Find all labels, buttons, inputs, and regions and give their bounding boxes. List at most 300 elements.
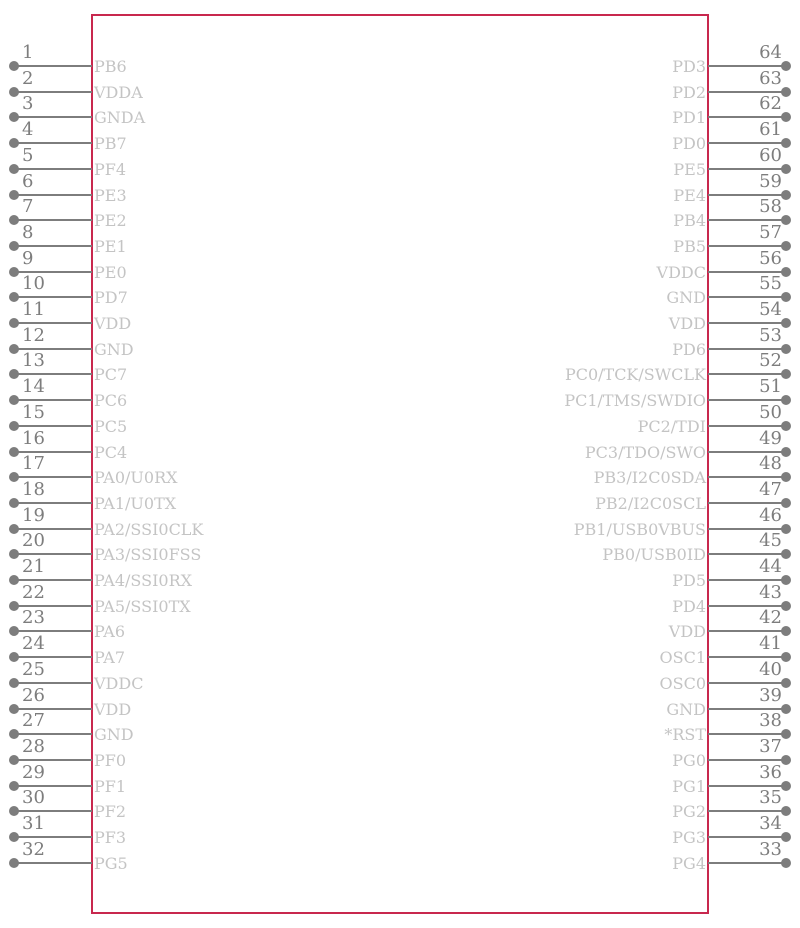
pin-end-dot <box>9 87 19 97</box>
pin-end-dot <box>781 267 791 277</box>
pin-end-dot <box>781 61 791 71</box>
pin-number: 24 <box>22 633 45 655</box>
left-pin-27 <box>0 710 400 745</box>
pin-end-dot <box>781 652 791 662</box>
pin-end-dot <box>9 678 19 688</box>
pin-end-dot <box>781 729 791 739</box>
pin-lead-line <box>708 399 786 401</box>
left-pin-7 <box>0 196 400 231</box>
left-pin-24 <box>0 633 400 668</box>
pin-label: PC1/TMS/SWDIO <box>564 391 706 411</box>
pin-number: 17 <box>22 453 45 475</box>
pin-number: 14 <box>22 376 45 398</box>
pin-end-dot <box>781 858 791 868</box>
pin-end-dot <box>781 318 791 328</box>
right-pin-41 <box>400 633 800 668</box>
pin-label: OSC0 <box>659 673 706 693</box>
pin-number: 63 <box>759 67 782 89</box>
pin-number: 26 <box>22 684 45 706</box>
right-pin-35 <box>400 787 800 822</box>
pin-number: 64 <box>759 42 782 63</box>
pin-lead-line <box>708 553 786 555</box>
right-pin-46 <box>400 504 800 539</box>
right-pin-59 <box>400 170 800 205</box>
pin-lead-line <box>14 194 92 196</box>
pin-end-dot <box>9 344 19 354</box>
pin-lead-line <box>708 194 786 196</box>
pin-end-dot <box>781 369 791 379</box>
right-pin-36 <box>400 761 800 796</box>
pin-end-dot <box>9 652 19 662</box>
left-pin-31 <box>0 813 400 847</box>
pin-number: 36 <box>759 761 782 783</box>
left-pin-12 <box>0 324 400 359</box>
pin-lead-line <box>708 682 786 684</box>
right-pin-34 <box>400 813 800 847</box>
pin-lead-line <box>14 759 92 761</box>
pin-lead-line <box>14 733 92 735</box>
pin-lead-line <box>14 862 92 864</box>
right-pin-52 <box>400 350 800 385</box>
left-pin-1 <box>0 42 400 76</box>
pin-number: 28 <box>22 735 45 757</box>
pin-label: PA1/U0TX <box>94 493 177 513</box>
pin-end-dot <box>9 190 19 200</box>
pin-end-dot <box>781 524 791 534</box>
pin-end-dot <box>9 395 19 405</box>
pin-label: PD3 <box>672 57 706 76</box>
pin-number: 42 <box>759 607 782 629</box>
pin-number: 47 <box>759 478 782 500</box>
pin-number: 27 <box>22 710 45 732</box>
pin-number: 44 <box>759 556 782 577</box>
pin-lead-line <box>14 708 92 710</box>
pin-lead-line <box>708 168 786 170</box>
pin-label: VDDC <box>94 673 144 693</box>
pin-end-dot <box>781 704 791 714</box>
pin-label: PA7 <box>94 648 126 668</box>
pin-lead-line <box>708 708 786 710</box>
pin-end-dot <box>9 729 19 739</box>
right-pin-39 <box>400 684 800 719</box>
pin-label: PC4 <box>94 442 128 462</box>
left-pin-19 <box>0 504 400 539</box>
right-pin-53 <box>400 324 800 359</box>
pin-end-dot <box>9 858 19 868</box>
pin-label: PD6 <box>672 339 706 359</box>
left-pin-6 <box>0 170 400 205</box>
pin-number: 1 <box>22 42 34 63</box>
pin-label: PD2 <box>672 82 706 102</box>
pin-number: 25 <box>22 658 45 680</box>
right-pin-58 <box>400 196 800 231</box>
pin-label: VDD <box>668 314 706 333</box>
pin-label: PG5 <box>94 853 128 873</box>
left-pin-14 <box>0 376 400 411</box>
pin-lead-line <box>14 451 92 453</box>
pin-label: PB0/USB0ID <box>602 545 706 565</box>
pin-number: 48 <box>759 453 782 475</box>
right-pin-48 <box>400 453 800 488</box>
pin-label: VDD <box>94 314 132 333</box>
right-pin-38 <box>400 710 800 745</box>
pin-lead-line <box>708 373 786 375</box>
pin-number: 33 <box>759 838 782 860</box>
pin-end-dot <box>781 421 791 431</box>
pin-lead-line <box>708 451 786 453</box>
pin-label: PF3 <box>94 828 127 847</box>
pin-number: 29 <box>22 761 45 783</box>
pin-number: 23 <box>22 607 45 629</box>
pin-number: 34 <box>759 813 782 834</box>
pin-lead-line <box>708 271 786 273</box>
pin-lead-line <box>708 528 786 530</box>
pin-label: PC2/TDI <box>637 416 706 436</box>
pin-label: PA6 <box>94 622 126 642</box>
pin-number: 56 <box>759 247 782 269</box>
pin-end-dot <box>781 549 791 559</box>
pin-end-dot <box>781 112 791 122</box>
left-pin-22 <box>0 581 400 616</box>
pin-lead-line <box>708 245 786 247</box>
pin-lead-line <box>14 399 92 401</box>
pin-label: PF4 <box>94 159 127 179</box>
pin-lead-line <box>14 528 92 530</box>
pin-number: 18 <box>22 478 45 500</box>
pin-lead-line <box>14 579 92 581</box>
pin-lead-line <box>14 296 92 298</box>
pin-end-dot <box>781 832 791 842</box>
pin-lead-line <box>14 245 92 247</box>
pin-label: PG1 <box>672 776 706 796</box>
pin-label: PG0 <box>672 750 706 770</box>
left-pin-20 <box>0 530 400 565</box>
pin-label: VDD <box>94 699 132 719</box>
pin-lead-line <box>708 502 786 504</box>
pin-label: PB4 <box>673 211 706 231</box>
pin-end-dot <box>781 241 791 251</box>
pin-label: OSC1 <box>659 648 706 668</box>
pin-lead-line <box>14 810 92 812</box>
pin-end-dot <box>781 138 791 148</box>
pin-end-dot <box>9 781 19 791</box>
pin-end-dot <box>781 215 791 225</box>
pin-lead-line <box>14 476 92 478</box>
pin-label: PC6 <box>94 391 128 411</box>
pin-end-dot <box>781 87 791 97</box>
right-pin-64 <box>400 42 800 76</box>
pin-label: PA5/SSI0TX <box>94 596 191 616</box>
pin-lead-line <box>708 296 786 298</box>
pin-lead-line <box>14 142 92 144</box>
pin-number: 13 <box>22 350 45 372</box>
pin-lead-line <box>14 65 92 67</box>
pin-number: 49 <box>759 427 782 449</box>
pin-label: GND <box>666 288 706 308</box>
pin-end-dot <box>781 575 791 585</box>
pin-lead-line <box>14 553 92 555</box>
pin-end-dot <box>781 755 791 765</box>
pin-end-dot <box>9 601 19 611</box>
left-pin-21 <box>0 556 400 590</box>
pin-label: PA3/SSI0FSS <box>94 545 202 565</box>
pin-end-dot <box>781 447 791 457</box>
pin-end-dot <box>9 549 19 559</box>
pin-number: 62 <box>759 93 782 115</box>
right-pin-56 <box>400 247 800 282</box>
left-pin-4 <box>0 119 400 154</box>
right-pin-54 <box>400 299 800 333</box>
right-pin-61 <box>400 119 800 154</box>
pin-label: PD7 <box>94 288 128 308</box>
pin-label: PC7 <box>94 365 128 385</box>
pin-lead-line <box>708 425 786 427</box>
pin-end-dot <box>9 498 19 508</box>
pin-number: 9 <box>22 247 34 269</box>
pin-number: 30 <box>22 787 45 809</box>
pin-lead-line <box>708 322 786 324</box>
left-pin-3 <box>0 93 400 128</box>
pin-number: 2 <box>22 67 34 89</box>
pin-label: PC5 <box>94 416 128 436</box>
pin-number: 61 <box>759 119 782 141</box>
pin-label: VDDC <box>656 262 706 282</box>
left-pin-30 <box>0 787 400 822</box>
pin-lead-line <box>708 759 786 761</box>
left-pin-13 <box>0 350 400 385</box>
left-pin-17 <box>0 453 400 488</box>
pin-number: 38 <box>759 710 782 732</box>
right-pin-44 <box>400 556 800 590</box>
pin-label: PD4 <box>672 596 706 616</box>
pin-end-dot <box>781 678 791 688</box>
pin-label: GNDA <box>94 108 146 128</box>
pin-end-dot <box>9 472 19 482</box>
pin-label: PF0 <box>94 750 127 770</box>
pin-number: 41 <box>759 633 782 655</box>
pin-end-dot <box>781 601 791 611</box>
right-pin-62 <box>400 93 800 128</box>
pin-lead-line <box>14 91 92 93</box>
pin-lead-line <box>708 630 786 632</box>
pin-lead-line <box>14 836 92 838</box>
right-pin-51 <box>400 376 800 411</box>
pin-lead-line <box>14 656 92 658</box>
pin-label: PG4 <box>672 853 706 873</box>
pin-end-dot <box>9 241 19 251</box>
pin-number: 54 <box>759 299 782 320</box>
pin-label: PA2/SSI0CLK <box>94 519 204 539</box>
pin-number: 3 <box>22 93 34 115</box>
pin-lead-line <box>708 785 786 787</box>
pin-number: 46 <box>759 504 782 526</box>
left-pin-10 <box>0 273 400 308</box>
left-pin-16 <box>0 427 400 462</box>
pin-number: 55 <box>759 273 782 295</box>
right-pin-49 <box>400 427 800 462</box>
pin-number: 39 <box>759 684 782 706</box>
pin-number: 6 <box>22 170 34 192</box>
pin-end-dot <box>9 626 19 636</box>
pin-label: PE2 <box>94 211 127 231</box>
pin-label: PB2/I2C0SCL <box>595 493 706 513</box>
pin-number: 58 <box>759 196 782 218</box>
pin-label: PF1 <box>94 776 127 796</box>
pin-lead-line <box>708 476 786 478</box>
pin-number: 20 <box>22 530 45 552</box>
pin-end-dot <box>9 112 19 122</box>
pin-number: 59 <box>759 170 782 192</box>
pin-end-dot <box>9 61 19 71</box>
pin-lead-line <box>708 91 786 93</box>
pin-number: 43 <box>759 581 782 603</box>
pin-number: 52 <box>759 350 782 372</box>
pin-label: GND <box>94 339 134 359</box>
pin-number: 5 <box>22 144 34 166</box>
pin-label: VDD <box>668 622 706 642</box>
pin-end-dot <box>781 781 791 791</box>
left-pin-2 <box>0 67 400 102</box>
pin-lead-line <box>14 219 92 221</box>
right-pin-42 <box>400 607 800 642</box>
pin-end-dot <box>9 369 19 379</box>
pin-label: GND <box>666 699 706 719</box>
pin-number: 7 <box>22 196 34 218</box>
pin-label: PC3/TDO/SWO <box>584 442 706 462</box>
pin-label: PE3 <box>94 185 127 205</box>
pin-lead-line <box>708 605 786 607</box>
pin-number: 40 <box>759 658 782 680</box>
pin-label: PE0 <box>94 262 127 282</box>
pin-end-dot <box>781 626 791 636</box>
pin-label: PC0/TCK/SWCLK <box>564 365 706 385</box>
pin-number: 57 <box>759 221 782 243</box>
pin-number: 50 <box>759 401 782 423</box>
pin-number: 60 <box>759 144 782 166</box>
pin-number: 4 <box>22 119 34 141</box>
pin-lead-line <box>14 682 92 684</box>
pin-end-dot <box>781 472 791 482</box>
pin-label: GND <box>94 725 134 745</box>
pin-end-dot <box>9 575 19 585</box>
right-pin-45 <box>400 530 800 565</box>
pin-label: PA0/U0RX <box>94 468 178 488</box>
pin-end-dot <box>781 806 791 816</box>
pin-label: PB5 <box>673 236 706 256</box>
pin-lead-line <box>14 502 92 504</box>
pin-end-dot <box>781 190 791 200</box>
pin-number: 31 <box>22 813 45 834</box>
right-pin-63 <box>400 67 800 102</box>
pin-label: PF2 <box>94 802 127 822</box>
pin-lead-line <box>708 656 786 658</box>
pin-lead-line <box>708 65 786 67</box>
pin-end-dot <box>781 498 791 508</box>
pin-lead-line <box>14 630 92 632</box>
pin-lead-line <box>14 322 92 324</box>
pin-end-dot <box>9 318 19 328</box>
pin-number: 16 <box>22 427 45 449</box>
pin-number: 21 <box>22 556 45 577</box>
pin-label: VDDA <box>94 82 143 102</box>
pin-number: 35 <box>759 787 782 809</box>
left-pin-23 <box>0 607 400 642</box>
pin-number: 22 <box>22 581 45 603</box>
pin-lead-line <box>14 116 92 118</box>
pin-end-dot <box>781 164 791 174</box>
pin-end-dot <box>781 292 791 302</box>
pin-number: 19 <box>22 504 45 526</box>
pin-number: 12 <box>22 324 45 346</box>
left-pin-32 <box>0 838 400 873</box>
pin-lead-line <box>708 733 786 735</box>
left-pin-29 <box>0 761 400 796</box>
left-pin-11 <box>0 299 400 333</box>
right-pin-55 <box>400 273 800 308</box>
pin-lead-line <box>708 862 786 864</box>
pin-end-dot <box>9 138 19 148</box>
pin-end-dot <box>9 704 19 714</box>
pin-label: PB6 <box>94 57 127 76</box>
pin-number: 15 <box>22 401 45 423</box>
pin-number: 32 <box>22 838 45 860</box>
pin-label: PD1 <box>672 108 706 128</box>
pin-label: PG3 <box>672 828 706 847</box>
pin-label: PD0 <box>672 134 706 154</box>
pin-label: PG2 <box>672 802 706 822</box>
pin-end-dot <box>9 215 19 225</box>
pin-end-dot <box>9 267 19 277</box>
pin-lead-line <box>708 836 786 838</box>
pin-label: PD5 <box>672 571 706 590</box>
pin-lead-line <box>708 579 786 581</box>
pin-end-dot <box>9 447 19 457</box>
pin-lead-line <box>708 142 786 144</box>
pin-number: 45 <box>759 530 782 552</box>
pin-number: 11 <box>22 299 45 320</box>
pin-end-dot <box>9 806 19 816</box>
pin-end-dot <box>9 832 19 842</box>
pin-lead-line <box>14 168 92 170</box>
pin-lead-line <box>14 373 92 375</box>
pin-lead-line <box>14 271 92 273</box>
pin-label: *RST <box>664 725 706 745</box>
pin-label: PE4 <box>673 185 706 205</box>
pin-lead-line <box>14 425 92 427</box>
pin-lead-line <box>708 116 786 118</box>
pin-lead-line <box>708 219 786 221</box>
right-pin-33 <box>400 838 800 873</box>
pin-label: PE1 <box>94 236 127 256</box>
pin-number: 37 <box>759 735 782 757</box>
pin-lead-line <box>14 605 92 607</box>
pin-end-dot <box>781 395 791 405</box>
pin-number: 53 <box>759 324 782 346</box>
left-pin-9 <box>0 247 400 282</box>
pin-lead-line <box>14 785 92 787</box>
pin-number: 8 <box>22 221 34 243</box>
pin-label: PB1/USB0VBUS <box>573 519 706 539</box>
pin-label: PB7 <box>94 134 127 154</box>
pin-label: PB3/I2C0SDA <box>593 468 706 488</box>
pin-label: PE5 <box>673 159 706 179</box>
pin-label: PA4/SSI0RX <box>94 571 192 590</box>
pin-lead-line <box>708 348 786 350</box>
pin-end-dot <box>9 755 19 765</box>
pin-end-dot <box>9 292 19 302</box>
pin-end-dot <box>781 344 791 354</box>
pin-end-dot <box>9 524 19 534</box>
